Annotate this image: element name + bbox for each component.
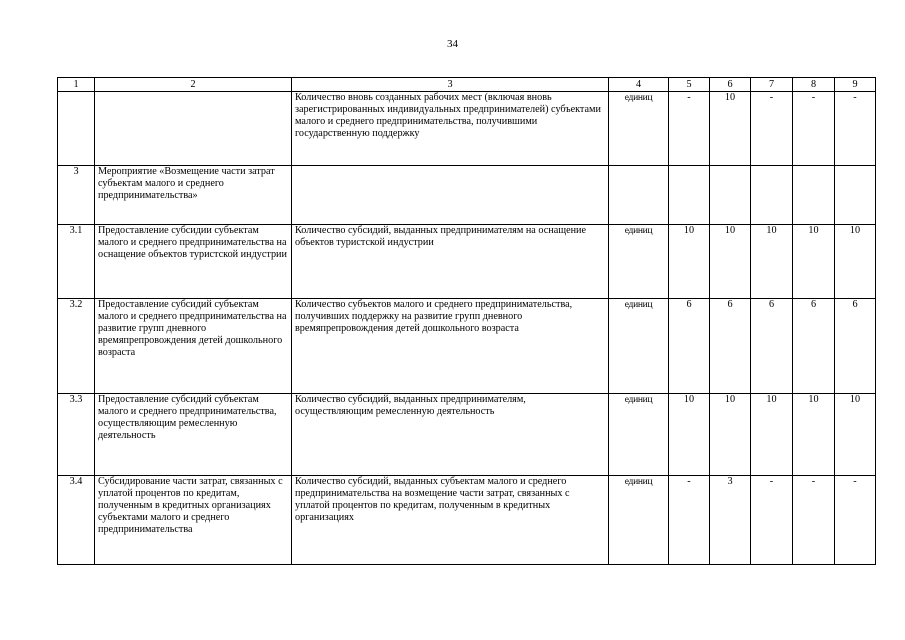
header-cell: 5 [669, 78, 710, 92]
value-col8: 10 [793, 225, 835, 299]
event-name: Мероприятие «Возмещение части затрат субъектам малого и среднего предпринимательства» [95, 166, 292, 225]
value-col9: - [835, 476, 876, 565]
row-number: 3 [58, 166, 95, 225]
table-row [58, 299, 876, 394]
value-col9: 10 [835, 225, 876, 299]
value-col8 [793, 166, 835, 225]
indicator-name: Количество субсидий, выданных субъектам малого и среднего предпринимательства на возмещение части затрат, связанных с уплатой процентов по кредитам, полученным в кредитных организациях [292, 476, 609, 565]
value-col6: 10 [710, 92, 751, 166]
indicator-name: Количество вновь созданных рабочих мест (включая вновь зарегистрированных индивидуальных предпринимателей) субъектами малого и среднего предпринимательства, получившими государственную поддержку [292, 92, 609, 166]
value-col7: 10 [751, 225, 793, 299]
indicator-name [292, 166, 609, 225]
header-cell: 6 [710, 78, 751, 92]
indicator-name: Количество субсидий, выданных предпринимателям на оснащение объектов туристской индустрии [292, 225, 609, 299]
event-name: Предоставление субсидий субъектам малого и среднего предпринимательства на развитие групп дневного времяпрепровождения детей дошкольного возраста [95, 299, 292, 394]
value-col7: 10 [751, 394, 793, 476]
value-col5: 10 [669, 225, 710, 299]
header-row [58, 78, 876, 92]
row-number: 3.4 [58, 476, 95, 565]
row-number: 3.1 [58, 225, 95, 299]
value-col8: 6 [793, 299, 835, 394]
table-row [58, 394, 876, 476]
event-name: Предоставление субсидии субъектам малого и среднего предпринимательства на оснащение объектов туристской индустрии [95, 225, 292, 299]
header-cell: 2 [95, 78, 292, 92]
value-col8: - [793, 92, 835, 166]
indicators-table [57, 77, 876, 565]
table-row [58, 225, 876, 299]
value-col9: 10 [835, 394, 876, 476]
header-cell: 8 [793, 78, 835, 92]
unit: единиц [609, 476, 669, 565]
value-col5: 10 [669, 394, 710, 476]
indicator-name: Количество субъектов малого и среднего предпринимательства, получивших поддержку на развитие групп дневного времяпрепровождения детей дошкольного возраста [292, 299, 609, 394]
value-col5: 6 [669, 299, 710, 394]
value-col5: - [669, 92, 710, 166]
header-cell: 4 [609, 78, 669, 92]
unit: единиц [609, 225, 669, 299]
value-col9 [835, 166, 876, 225]
value-col6: 6 [710, 299, 751, 394]
table-row [58, 476, 876, 565]
header-cell: 1 [58, 78, 95, 92]
indicator-name: Количество субсидий, выданных предпринимателям, осуществляющим ремесленную деятельность [292, 394, 609, 476]
table-row [58, 92, 876, 166]
value-col8: 10 [793, 394, 835, 476]
table-row [58, 166, 876, 225]
header-cell: 7 [751, 78, 793, 92]
row-number: 3.2 [58, 299, 95, 394]
value-col5 [669, 166, 710, 225]
value-col7: - [751, 92, 793, 166]
page-number: 34 [447, 38, 458, 50]
value-col8: - [793, 476, 835, 565]
unit: единиц [609, 394, 669, 476]
value-col6 [710, 166, 751, 225]
unit [609, 166, 669, 225]
event-name: Предоставление субсидий субъектам малого и среднего предпринимательства, осуществляющим ремесленную деятельность [95, 394, 292, 476]
value-col6: 3 [710, 476, 751, 565]
value-col6: 10 [710, 225, 751, 299]
event-name [95, 92, 292, 166]
value-col9: 6 [835, 299, 876, 394]
value-col7: 6 [751, 299, 793, 394]
unit: единиц [609, 299, 669, 394]
value-col5: - [669, 476, 710, 565]
header-cell: 9 [835, 78, 876, 92]
value-col6: 10 [710, 394, 751, 476]
value-col9: - [835, 92, 876, 166]
row-number: 3.3 [58, 394, 95, 476]
value-col7 [751, 166, 793, 225]
header-cell: 3 [292, 78, 609, 92]
event-name: Субсидирование части затрат, связанных с уплатой процентов по кредитам, полученным в кредитных организациях субъектами малого и среднего предпринимательства [95, 476, 292, 565]
value-col7: - [751, 476, 793, 565]
unit: единиц [609, 92, 669, 166]
row-number [58, 92, 95, 166]
